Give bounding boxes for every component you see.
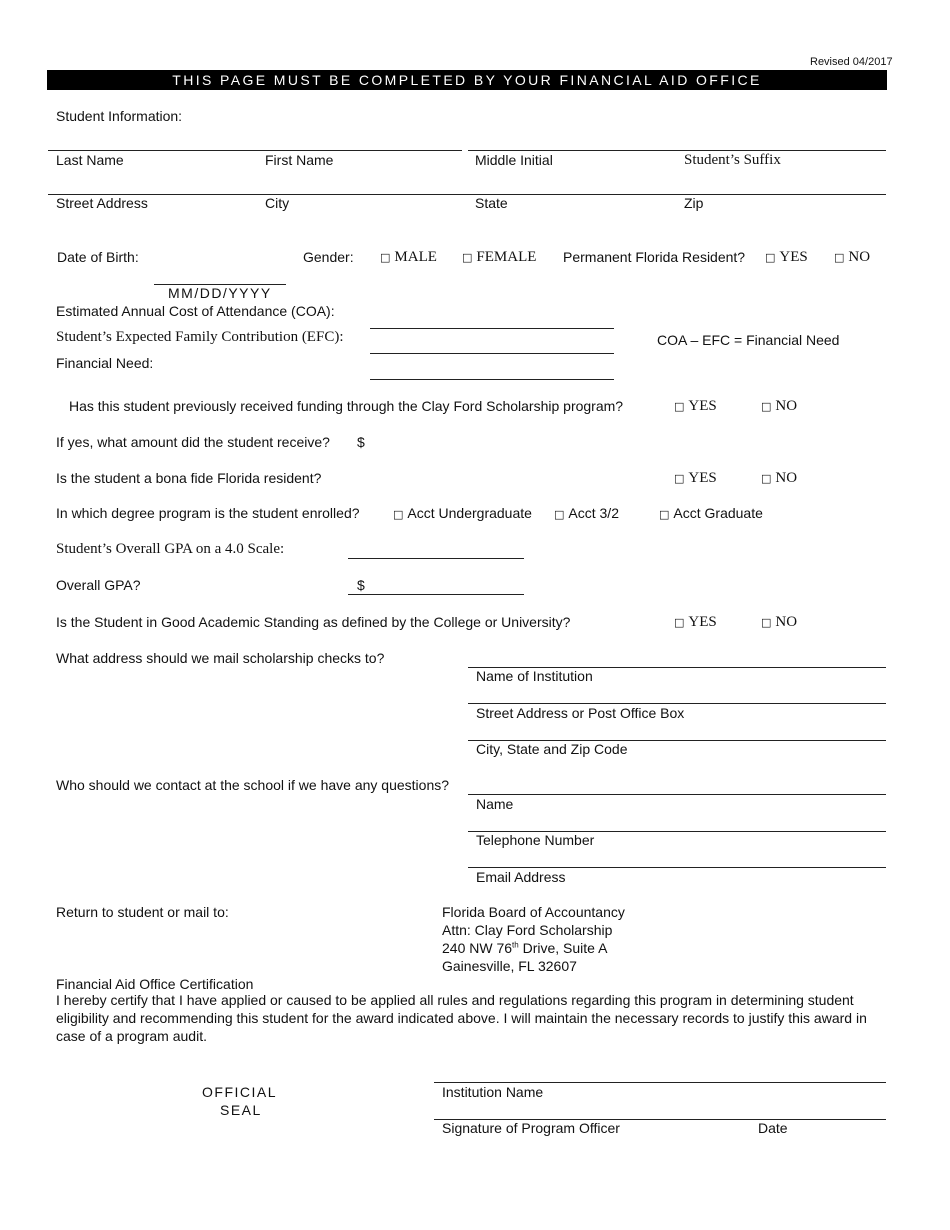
institution-name-line: [434, 1082, 886, 1083]
revision-date: Revised 04/2017: [810, 56, 893, 68]
gender-label: Gender:: [303, 249, 354, 265]
mailing-street-field[interactable]: Street Address or Post Office Box: [476, 705, 685, 721]
institution-name-field[interactable]: Institution Name: [442, 1084, 544, 1100]
resident-no-checkbox[interactable]: □ NO: [834, 249, 871, 265]
checkbox-icon: □: [834, 251, 845, 264]
resident-yes-checkbox[interactable]: □ YES: [765, 249, 808, 265]
prev-funding-yes-checkbox[interactable]: □ YES: [674, 398, 717, 414]
good-standing-question: Is the Student in Good Academic Standing as defined by the College or University?: [56, 614, 571, 630]
contact-email-field[interactable]: Email Address: [476, 869, 566, 885]
last-name-field[interactable]: Last Name: [56, 152, 124, 168]
gpa-scale-question: Student’s Overall GPA on a 4.0 Scale:: [56, 541, 285, 557]
address-line: [48, 194, 886, 195]
amount-dollar-sign: $: [357, 434, 365, 450]
good-standing-yes-checkbox[interactable]: □ YES: [674, 614, 717, 630]
coa-input[interactable]: [370, 328, 614, 329]
bona-fide-yes-checkbox[interactable]: □ YES: [674, 470, 717, 486]
checkbox-icon: □: [761, 400, 772, 413]
degree-graduate-checkbox[interactable]: □ Acct Graduate: [659, 505, 763, 521]
student-info-heading: Student Information:: [56, 108, 183, 124]
overall-gpa-question: Overall GPA?: [56, 577, 141, 593]
official-seal-line1: OFFICIAL: [202, 1084, 278, 1100]
return-address-line3: 240 NW 76th Drive, Suite A: [442, 940, 608, 956]
efc-label: Student’s Expected Family Contribution (EFC):: [56, 329, 344, 345]
checkbox-icon: □: [393, 508, 404, 521]
name-line-left: [48, 150, 462, 151]
zip-field[interactable]: Zip: [684, 195, 704, 211]
official-seal-line2: SEAL: [220, 1102, 262, 1118]
first-name-field[interactable]: First Name: [265, 152, 334, 168]
degree-question: In which degree program is the student enrolled?: [56, 505, 360, 521]
gender-female-checkbox[interactable]: □ FEMALE: [462, 249, 537, 265]
state-field[interactable]: State: [475, 195, 508, 211]
checkbox-icon: □: [765, 251, 776, 264]
middle-initial-field[interactable]: Middle Initial: [475, 152, 553, 168]
suffix-field[interactable]: Student’s Suffix: [684, 152, 781, 168]
checkbox-icon: □: [380, 251, 391, 264]
certification-heading: Financial Aid Office Certification: [56, 976, 254, 992]
need-input[interactable]: [370, 379, 614, 380]
return-label: Return to student or mail to:: [56, 904, 229, 920]
date-field[interactable]: Date: [758, 1120, 788, 1136]
efc-input[interactable]: [370, 353, 614, 354]
gpa-scale-input[interactable]: [348, 558, 524, 559]
return-address-line2: Attn: Clay Ford Scholarship: [442, 922, 613, 938]
return-address-line1: Florida Board of Accountancy: [442, 904, 625, 920]
bona-fide-no-checkbox[interactable]: □ NO: [761, 470, 798, 486]
checkbox-icon: □: [674, 400, 685, 413]
institution-field[interactable]: Name of Institution: [476, 668, 593, 684]
overall-gpa-dollar-sign: $: [357, 577, 365, 593]
mailing-city-state-zip-field[interactable]: City, State and Zip Code: [476, 741, 628, 757]
gender-male-checkbox[interactable]: □ MALE: [380, 249, 437, 265]
mailing-question: What address should we mail scholarship checks to?: [56, 650, 385, 666]
resident-label: Permanent Florida Resident?: [563, 249, 746, 265]
city-field[interactable]: City: [265, 195, 290, 211]
page-banner: THIS PAGE MUST BE COMPLETED BY YOUR FINANCIAL AID OFFICE: [47, 70, 887, 90]
checkbox-icon: □: [761, 616, 772, 629]
degree-undergrad-checkbox[interactable]: □ Acct Undergraduate: [393, 505, 532, 521]
name-line-right: [468, 150, 886, 151]
certification-text: I hereby certify that I have applied or caused to be applied all rules and regulations regarding this program in determining student eligibility and recommending this student for the award indicated above. I will maintain the necessary records to justify this award in case of a program audit.: [56, 992, 867, 1044]
checkbox-icon: □: [554, 508, 565, 521]
street-address-field[interactable]: Street Address: [56, 195, 148, 211]
prev-funding-question: Has this student previously received funding through the Clay Ford Scholarship program?: [69, 398, 624, 414]
contact-phone-field[interactable]: Telephone Number: [476, 832, 595, 848]
bona-fide-question: Is the student a bona fide Florida resident?: [56, 470, 322, 486]
street-line: [468, 703, 886, 704]
overall-gpa-input[interactable]: [348, 594, 524, 595]
contact-name-field[interactable]: Name: [476, 796, 514, 812]
contact-question: Who should we contact at the school if we have any questions?: [56, 777, 450, 793]
dob-label: Date of Birth:: [57, 249, 139, 265]
checkbox-icon: □: [674, 472, 685, 485]
checkbox-icon: □: [674, 616, 685, 629]
dob-format-hint: MM/DD/YYYY: [168, 285, 272, 301]
prev-funding-no-checkbox[interactable]: □ NO: [761, 398, 798, 414]
good-standing-no-checkbox[interactable]: □ NO: [761, 614, 798, 630]
signature-field[interactable]: Signature of Program Officer: [442, 1120, 620, 1136]
checkbox-icon: □: [761, 472, 772, 485]
checkbox-icon: □: [462, 251, 473, 264]
contact-name-line: [468, 794, 886, 795]
degree-3-2-checkbox[interactable]: □ Acct 3/2: [554, 505, 619, 521]
return-address-line4: Gainesville, FL 32607: [442, 958, 577, 974]
amount-question: If yes, what amount did the student receive?: [56, 434, 330, 450]
contact-email-line: [468, 867, 886, 868]
coa-label: Estimated Annual Cost of Attendance (COA):: [56, 303, 335, 319]
checkbox-icon: □: [659, 508, 670, 521]
need-formula: COA – EFC = Financial Need: [657, 332, 840, 348]
need-label: Financial Need:: [56, 355, 154, 371]
